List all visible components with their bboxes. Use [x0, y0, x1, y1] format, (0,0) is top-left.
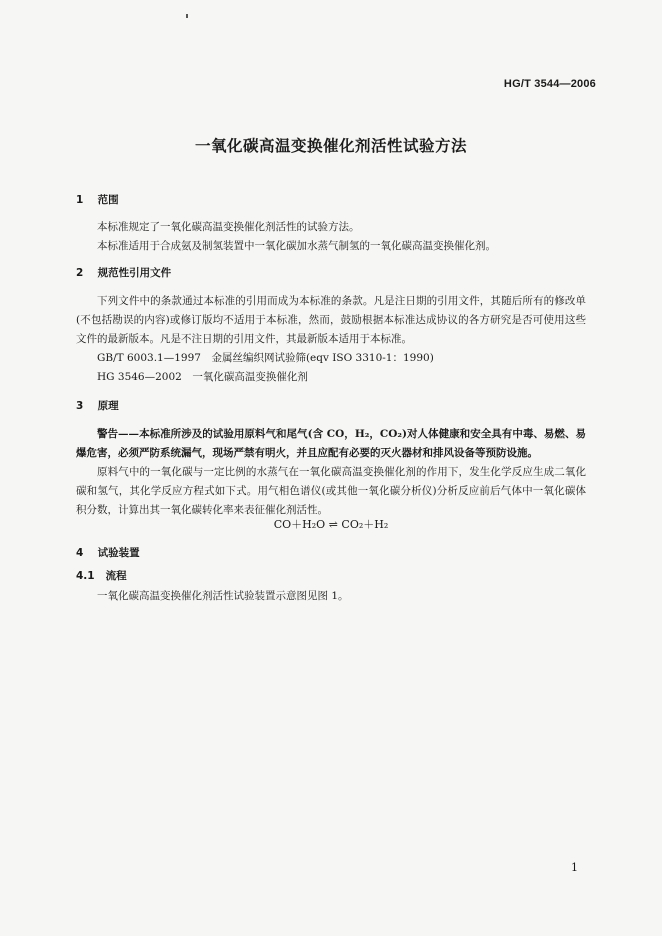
reaction-equation: CO＋H₂O ⇌ CO₂＋H₂ — [273, 518, 389, 531]
section-3-title: 原理 — [97, 400, 119, 412]
section-1-heading — [76, 192, 119, 207]
section-3-number: 3 — [76, 400, 84, 412]
section-4-heading — [76, 545, 140, 560]
section-2-title: 规范性引用文件 — [97, 267, 172, 279]
section-4-1-heading — [76, 568, 127, 583]
section-1-title: 范围 — [97, 194, 119, 206]
section-1-paragraph-1: 本标准规定了一氧化碳高温变换催化剂活性的试验方法。 — [97, 221, 360, 233]
section-1-number: 1 — [76, 194, 84, 206]
scan-speck — [186, 14, 188, 18]
section-3-heading — [76, 398, 119, 413]
section-4-1-paragraph: 一氧化碳高温变换催化剂活性试验装置示意图见图 1。 — [97, 590, 349, 602]
section-4-title: 试验装置 — [97, 547, 140, 559]
section-4-number: 4 — [76, 547, 84, 559]
section-2-number: 2 — [76, 267, 84, 279]
section-4-1-title: 流程 — [105, 570, 127, 582]
document-title: 一氧化碳高温变换催化剂活性试验方法 — [194, 137, 467, 155]
page-number: 1 — [571, 861, 578, 874]
reference-2: HG 3546—2002 一氧化碳高温变换催化剂 — [97, 371, 308, 383]
section-2-heading — [76, 265, 171, 280]
section-3-paragraph: 原料气中的一氧化碳与一定比例的水蒸气在一氧化碳高温变换催化剂的作用下，发生化学反应生成二氧化碳和氢气，其化学反应方程式如下式。用气相色谱仪(或其他一氧化碳分析仪)分析反应前后气体中一氧化碳体积分数，计算出其一氧化碳转化率来表征催化剂活性。 — [76, 466, 586, 516]
section-4-1-number: 4.1 — [76, 570, 95, 582]
section-2-paragraph: 下列文件中的条款通过本标准的引用而成为本标准的条款。凡是注日期的引用文件，其随后所有的修改单(不包括勘误的内容)或修订版均不适用于本标准，然而，鼓励根据本标准达成协议的各方研究是否可使用这些文件的最新版本。凡是不注日期的引用文件，其最新版本适用于本标准。 — [76, 295, 586, 345]
reference-1: GB/T 6003.1—1997 金属丝编织网试验筛(eqv ISO 3310-1：1990) — [97, 352, 434, 364]
standard-code: HG/T 3544—2006 — [503, 78, 596, 90]
warning-paragraph: 警告——本标准所涉及的试验用原料气和尾气(含 CO，H₂，CO₂)对人体健康和安全具有中毒、易燃、易爆危害，必须严防系统漏气，现场严禁有明火，并且应配有必要的灭火器材和排风设备等预防设施。 — [76, 428, 586, 459]
section-1-paragraph-2: 本标准适用于合成氨及制氢装置中一氧化碳加水蒸气制氢的一氧化碳高温变换催化剂。 — [97, 240, 496, 252]
